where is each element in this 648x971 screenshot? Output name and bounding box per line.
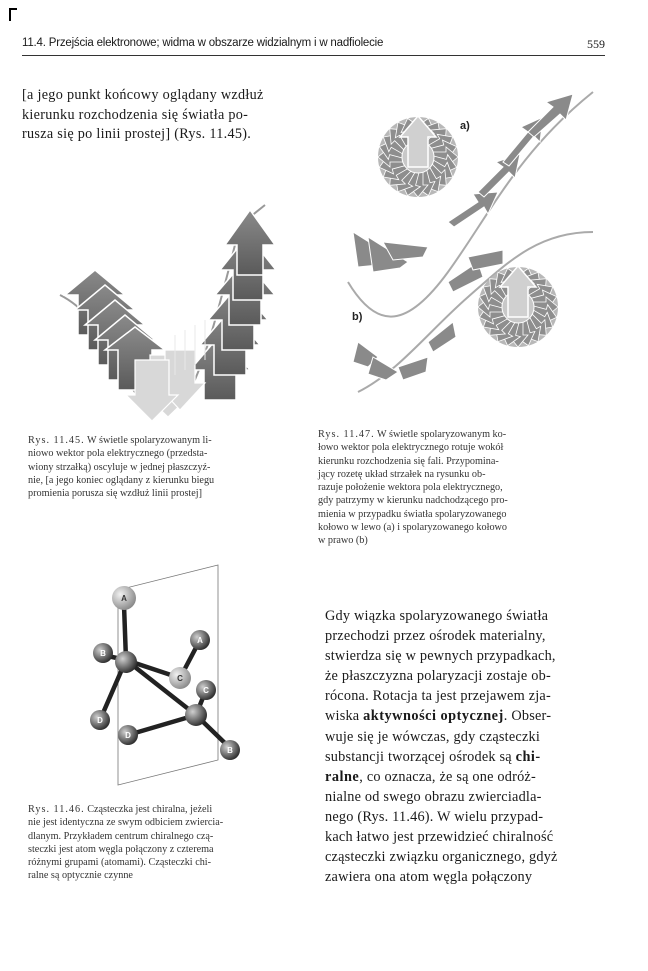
text-line: że płaszczyzna polaryzacji zostaje ob-: [325, 668, 551, 685]
text-line: przechodzi przez ośrodek materialny,: [325, 628, 546, 645]
caption-figure-11-46: [28, 803, 306, 883]
rosette-a: [377, 116, 459, 198]
figure-11-45-linear-polarization: [40, 185, 285, 425]
page-number: 559: [587, 37, 605, 51]
carbon-center-left: [115, 651, 137, 673]
text-line: nialne od swego obrazu zwierciadla-: [325, 788, 542, 805]
caption-label: Rys. 11.47.: [318, 429, 375, 440]
caption-label: Rys. 11.45.: [28, 435, 85, 446]
caption-line: nie jest identyczna ze swym odbiciem zwiercia-: [28, 817, 224, 829]
caption-line: mienia w przypadku światła spolaryzowanego: [318, 508, 507, 520]
caption-figure-11-47: [318, 428, 602, 548]
caption-line: Rys. 11.47. W świetle spolaryzowanym ko-: [318, 429, 507, 440]
label-a: a): [460, 120, 470, 132]
label-c-right: C: [203, 686, 209, 695]
term-optical-activity: aktywności optycznej: [363, 708, 504, 725]
caption-line: Rys. 11.45. W świetle spolaryzowanym li-: [28, 435, 212, 446]
label-a-right: A: [197, 636, 203, 645]
caption-line: razuje położenie wektora pola elektrycznego,: [318, 482, 503, 494]
carbon-center-right: [185, 704, 207, 726]
text-line: rócona. Rotacja ta jest przejawem zja-: [325, 688, 551, 705]
caption-line: kołowo w lewo (a) i spolaryzowanego kołowo: [318, 522, 507, 534]
caption-line: różnymi grupami (atomami). Cząsteczki chi-: [28, 857, 212, 869]
term-chiral: chi-: [515, 748, 541, 765]
text-line: kach łatwo jest przewidzieć chiralność: [325, 829, 554, 846]
caption-line: gdy patrzymy w kierunku nadchodzącego pro-: [318, 495, 508, 507]
text-line: nego (Rys. 11.46). W wielu przypad-: [325, 808, 544, 825]
text-line: kierunku rozchodzenia się światła po-: [22, 106, 249, 123]
arrow-stack-right: [190, 210, 276, 400]
label-b-right: B: [227, 746, 233, 755]
text-line: wiska aktywności optycznej. Obser-: [325, 708, 552, 725]
label-c-center: C: [177, 674, 183, 683]
label-b: b): [352, 311, 363, 323]
text-line: cząsteczki związku organicznego, gdyż: [325, 849, 558, 866]
caption-line: ralne są optycznie czynne: [28, 870, 133, 882]
caption-line: niowo wektor pola elektrycznego (przedsta-: [28, 448, 208, 460]
figure-11-46-chiral-molecule: [78, 560, 248, 790]
running-header: [22, 37, 605, 53]
header-rule: [22, 55, 605, 56]
caption-line: promienia porusza się wzdłuż linii prostej]: [28, 488, 202, 500]
caption-line: w prawo (b): [318, 535, 368, 547]
text-line: stwierdza się w pewnych przypadkach,: [325, 648, 556, 665]
label-a-top: A: [121, 594, 127, 603]
caption-line: wiony strzałką) oscyluje w jednej płaszczyź-: [28, 461, 211, 473]
caption-line: jący rozetę układ strzałek na rysunku ob-: [318, 468, 486, 480]
caption-label: Rys. 11.46.: [28, 804, 85, 815]
text-line: ralne, co oznacza, że są one odróż-: [325, 768, 536, 785]
label-b-left: B: [100, 649, 106, 658]
caption-line: kierunku rozchodzenia się fali. Przypomina-: [318, 455, 499, 467]
caption-figure-11-45: [28, 434, 306, 500]
label-d-bottom: D: [125, 731, 131, 740]
caption-line: dlanym. Przykładem centrum chiralnego czą-: [28, 830, 214, 842]
text-line: rusza się po linii prostej] (Rys. 11.45).: [22, 126, 252, 142]
intro-paragraph: [22, 86, 312, 145]
caption-line: łowo wektor pola elektrycznego rotuje wokół: [318, 442, 504, 454]
caption-line: steczki jest atom węgla połączony z czterema: [28, 843, 214, 855]
text-line: Gdy wiązka spolaryzowanego światła: [325, 608, 549, 624]
running-header-title: 11.4. Przejścia elektronowe; widma w obszarze widzialnym i w nadfiolecie: [22, 37, 384, 49]
text-line: substancji tworzącej ośrodek są chi-: [325, 748, 541, 765]
caption-line: Rys. 11.46. Cząsteczka jest chiralna, jeżeli: [28, 804, 213, 815]
text-line: zawiera ona atom węgla połączony: [325, 869, 533, 886]
term-chiral-cont: ralne: [325, 768, 360, 785]
text-line: wuje się je wówczas, gdy cząsteczki: [325, 728, 541, 745]
figure-11-47-circular-polarization: [338, 82, 606, 402]
body-paragraph: [325, 606, 605, 887]
arrow-stack-bottom: [126, 350, 205, 421]
bonds: [100, 605, 230, 748]
label-d-left: D: [97, 716, 103, 725]
caption-line: nie, [a jego koniec oglądany z kierunku biegu: [28, 474, 215, 486]
text-line: [a jego punkt końcowy oglądany wzdłuż: [22, 87, 264, 103]
crop-mark: [9, 8, 17, 21]
